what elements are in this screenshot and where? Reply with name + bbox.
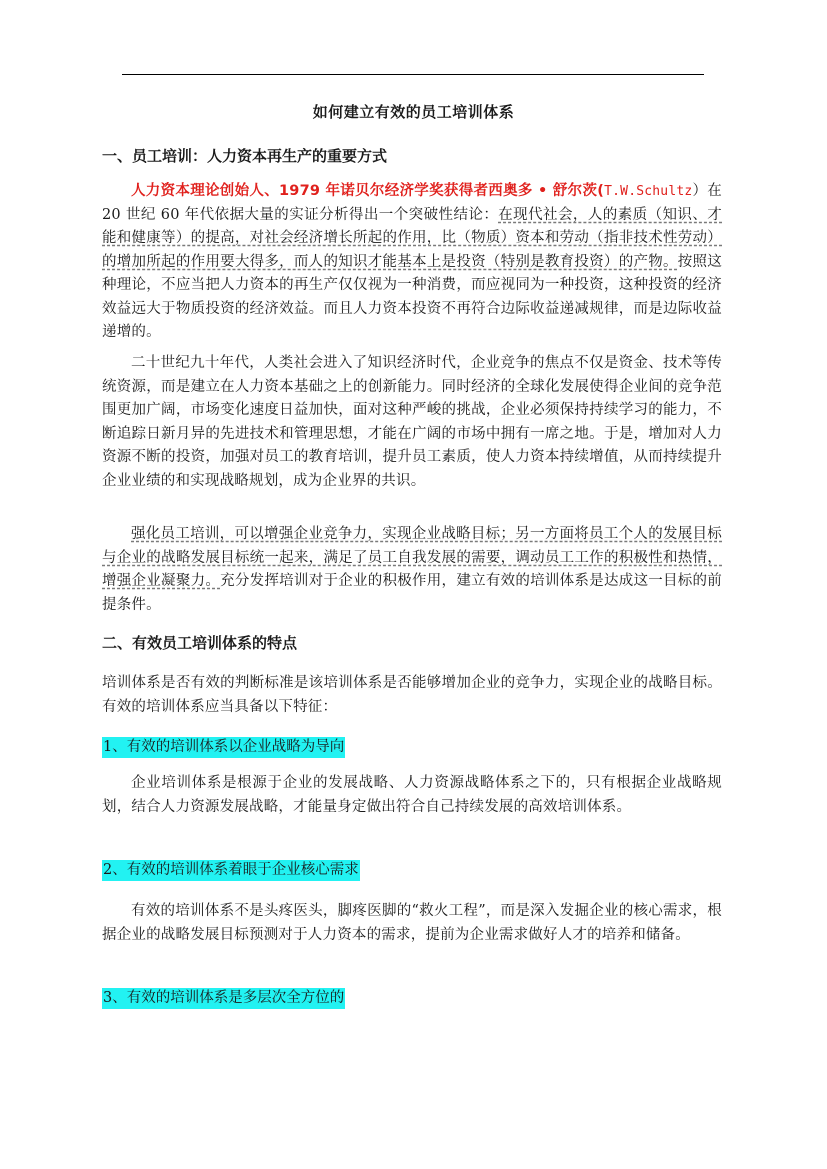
paragraph-training-benefits <box>102 523 722 617</box>
paragraph-text: ）在 20 世纪 60 年代依据大量的实证分析得出一个突破性结论： <box>102 183 723 223</box>
highlighted-item-3: 3、有效的培训体系是多层次全方位的 <box>102 988 345 1009</box>
underlined-text: 强化员工培训，可以增强企业竞争力，实现企业战略目标；另一方面将员工个人的发展目标与企业的战略发展目标统一起来，满足了员工自我发展的需要，调动员工工作的积极性和热情，增强企业凝聚力。 <box>102 526 722 589</box>
red-latin-name: T.W.Schultz <box>604 184 693 199</box>
item-1-text: 企业培训体系是根源于企业的发展战略、人力资源战略体系之下的，只有根据企业战略规划，结合人力资源发展战略，才能量身定做出符合自己持续发展的高效培训体系。 <box>102 775 722 815</box>
document-title: 如何建立有效的员工培训体系 <box>312 103 515 121</box>
paragraph-knowledge-economy: 二十世纪九十年代，人类社会进入了知识经济时代，企业竞争的焦点不仅是资金、技术等传统资源，而是建立在人力资本基础之上的创新能力。同时经济的全球化发展使得企业间的竞争范围更加广阔，市场变化速度日益加快，面对这种严峻的挑战，企业必须保持持续学习的能力，不断追踪日新月异的先进技术和管理思想，才能在广阔的市场中拥有一席之地。于是，增加对人力资源不断的投资，加强对员工的教育培训，提升员工素质，使人力资本持续增值，从而持续提升企业业绩的和实现战略规划，成为企业界的共识。 <box>102 355 722 489</box>
highlighted-item-2: 2、有效的培训体系着眼于企业核心需求 <box>102 860 360 881</box>
paragraph-text: 充分发挥培训对于企业的积极作用，建立有效的培训体系是达成这一目标的前提条件。 <box>102 573 722 613</box>
paragraph-intro: 培训体系是否有效的判断标准是该培训体系是否能够增加企业的竞争力，实现企业的战略目标。有效的培训体系应当具备以下特征： <box>102 675 722 715</box>
paragraph-schultz <box>102 180 722 345</box>
underlined-text: 在现代社会，人的素质（知识、才能和健康等）的提高，对社会经济增长所起的作用，比（物质）资本和劳动（指非技术性劳动）的增加所起的作用要大得多，而人的知识才能基本上是投资（特别是教育投资）的产物。 <box>102 206 722 270</box>
section-heading-2: 二、有效员工培训体系的特点 <box>102 634 298 652</box>
red-lead-text: 人力资本理论创始人、1979 年诺贝尔经济学奖获得者西奥多 • 舒尔茨( <box>131 183 605 199</box>
header-rule <box>122 74 704 75</box>
paragraph-text: 按照这种理论，不应当把人力资本的再生产仅仅视为一种消费，而应视同为一种投资，这种投资的经济效益远大于物质投资的经济效益。而且人力资本投资不再符合边际收益递减规律，而是边际收益递增的。 <box>102 253 722 340</box>
section-heading-1: 一、员工培训：人力资本再生产的重要方式 <box>102 147 388 165</box>
item-2-text: 有效的培训体系不是头疼医头，脚疼医脚的“救火工程”，而是深入发掘企业的核心需求，根据企业的战略发展目标预测对于人力资本的需求，提前为企业需求做好人才的培养和储备。 <box>102 903 722 943</box>
highlighted-item-1: 1、有效的培训体系以企业战略为导向 <box>102 737 345 758</box>
